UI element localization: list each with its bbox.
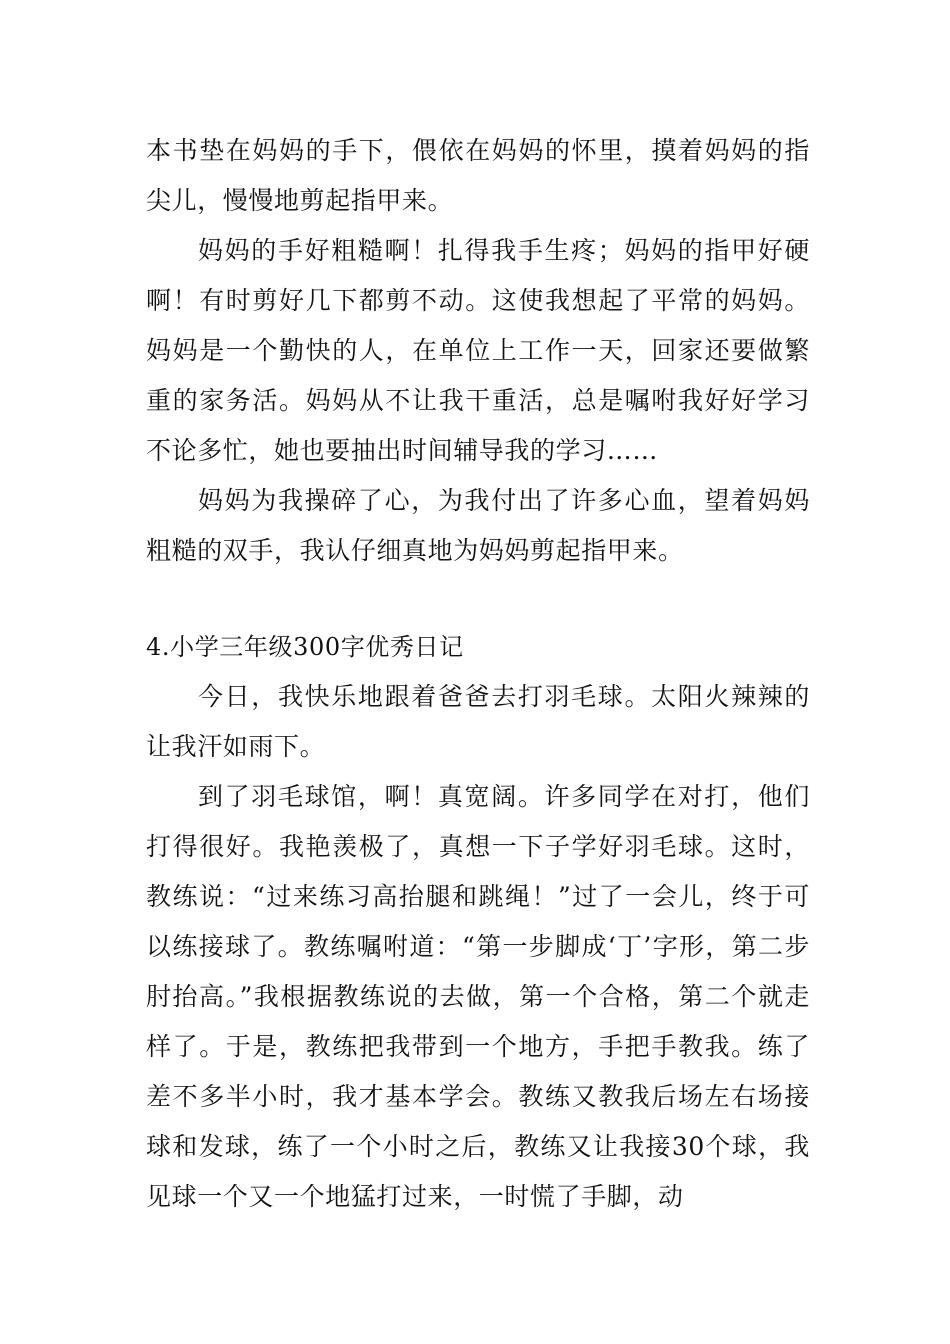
paragraph-continued-1: 本书垫在妈妈的手下，偎依在妈妈的怀里，摸着妈妈的指尖儿，慢慢地剪起指甲来。 [146,136,810,215]
continued-section [146,126,810,576]
section-heading: 4.小学三年级300字优秀日记 [146,633,464,661]
paragraph-section4-2: 到了羽毛球馆，啊！真宽阔。许多同学在对打，他们打得很好。我艳羡极了，真想一下子学好羽毛球。这时，教练说：“过来练习高抬腿和跳绳！”过了一会儿，终于可以练接球了。教练嘱咐道：“第一步脚成‘丁’字形，第二步肘抬高。”我根据教练说的去做，第一个合格，第二个就走样了。于是，教练把我带到一个地方，手把手教我。练了差不多半小时，我才基本学会。教练又教我后场左右场接球和发球，练了一个小时之后，教练又让我接30个球，我见球一个又一个地猛打过来，一时慌了手脚，动 [146,782,810,1211]
paragraph-continued-3: 妈妈为我操碎了心，为我付出了许多心血，望着妈妈粗糙的双手，我认仔细真地为妈妈剪起指甲来。 [146,486,810,565]
paragraph-continued-2: 妈妈的手好粗糙啊！扎得我手生疼；妈妈的指甲好硬啊！有时剪好几下都剪不动。这使我想起了平常的妈妈。妈妈是一个勤快的人，在单位上工作一天，回家还要做繁重的家务活。妈妈从不让我干重活，总是嘱咐我好好学习不论多忙，她也要抽出时间辅导我的学习…… [146,236,810,465]
paragraph-section4-1: 今日，我快乐地跟着爸爸去打羽毛球。太阳火辣辣的让我汗如雨下。 [146,682,810,761]
section-4 [146,622,810,1222]
